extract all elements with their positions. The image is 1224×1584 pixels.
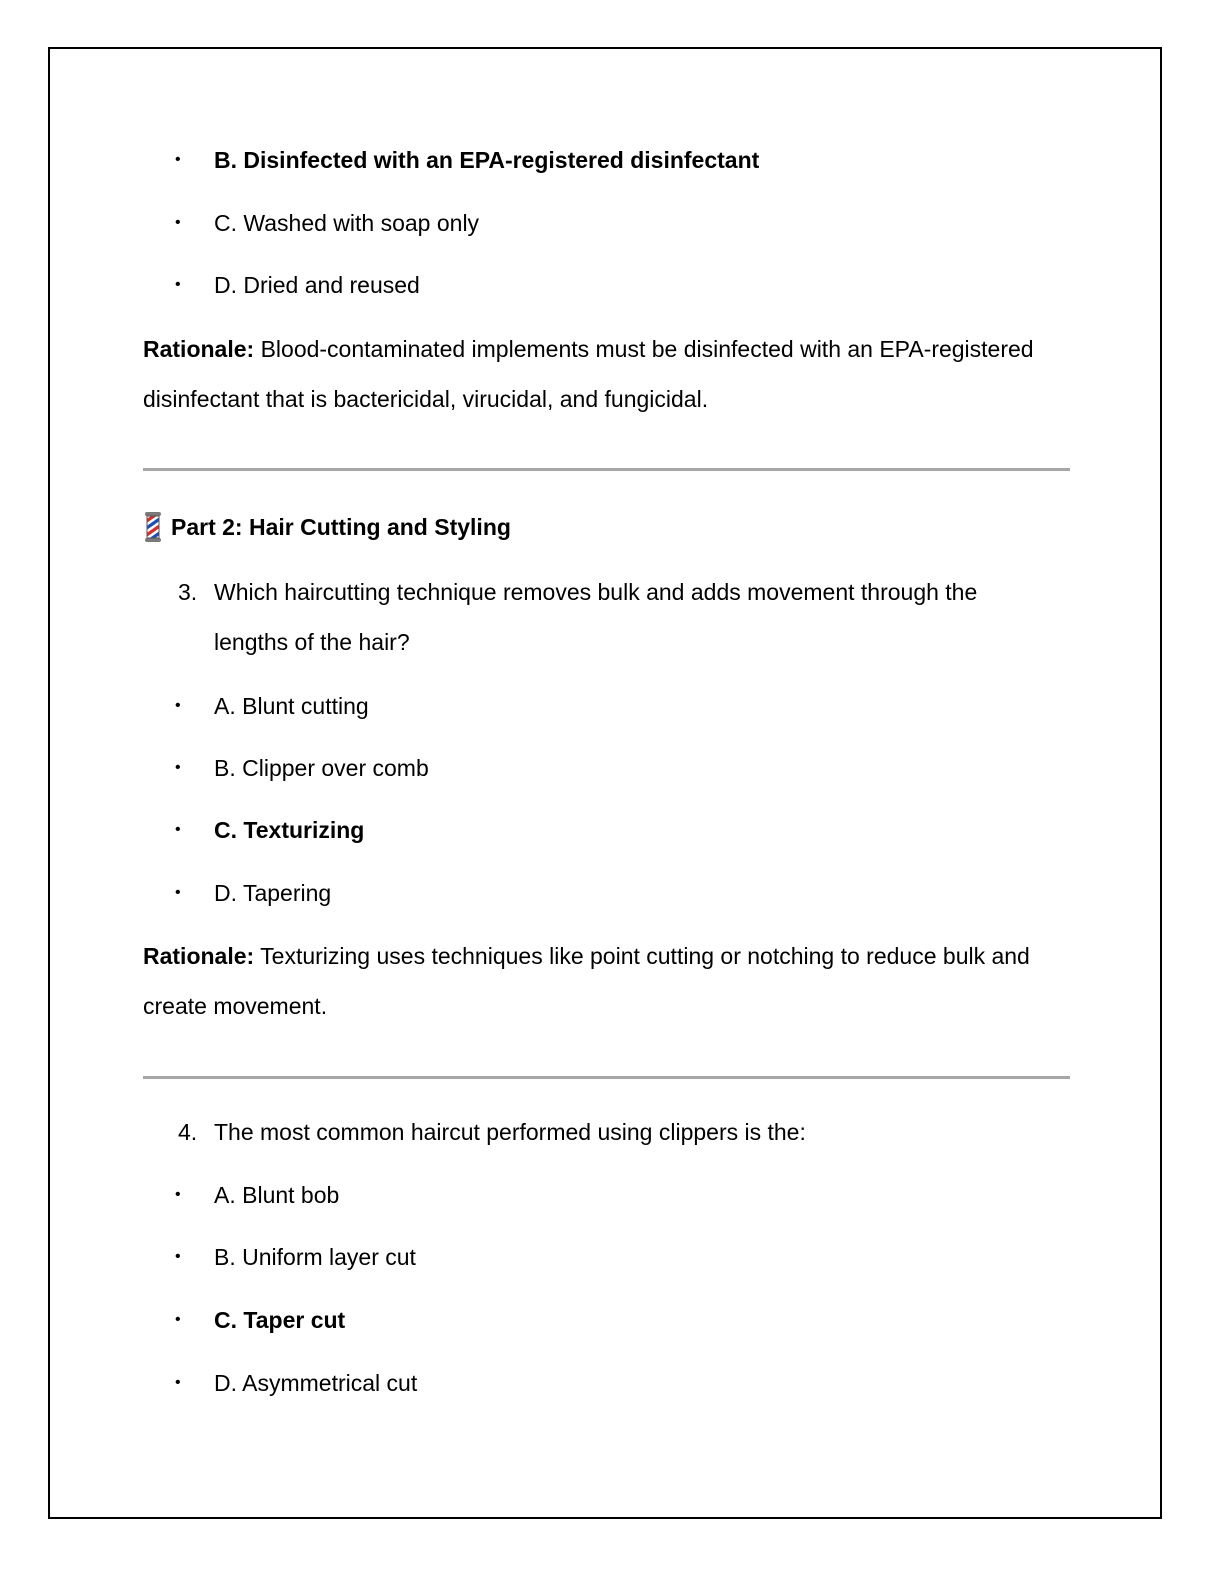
section-title: Part 2: Hair Cutting and Styling — [171, 514, 511, 540]
bullet-icon: • — [175, 1374, 181, 1391]
q3-rationale-label: Rationale: — [143, 943, 255, 969]
bullet-icon: • — [175, 276, 181, 293]
bullet-icon: • — [175, 1186, 181, 1203]
q2-rationale-text: Blood-contaminated implements must be disinfected with an EPA-registered disinfectant that is bactericidal, virucidal, and fungicidal. — [143, 336, 1034, 412]
bullet-icon: • — [175, 884, 181, 901]
section-heading — [143, 510, 511, 544]
question-4-number: 4. — [178, 1119, 198, 1145]
question-4 — [178, 1107, 1058, 1157]
question-4-text: The most common haircut performed using clippers is the: — [214, 1119, 806, 1145]
q2-option-c-text: C. Washed with soap only — [214, 210, 480, 236]
bullet-icon: • — [175, 1311, 181, 1328]
q4-option-d-text: D. Asymmetrical cut — [214, 1370, 418, 1396]
barber-pole-icon — [143, 511, 163, 543]
q3-rationale — [143, 931, 1063, 1031]
q3-option-a-text: A. Blunt cutting — [214, 693, 369, 719]
section-divider — [143, 1076, 1070, 1079]
q4-option-a-text: A. Blunt bob — [214, 1182, 340, 1208]
bullet-icon: • — [175, 214, 181, 231]
question-3 — [178, 567, 1058, 667]
bullet-icon: • — [175, 1248, 181, 1265]
q4-option-c-text: C. Taper cut — [214, 1307, 346, 1333]
q2-option-d-text: D. Dried and reused — [214, 272, 420, 298]
q4-option-b-text: B. Uniform layer cut — [214, 1244, 416, 1270]
question-3-number: 3. — [178, 579, 198, 605]
bullet-icon: • — [175, 697, 181, 714]
q3-rationale-text: Texturizing uses techniques like point cutting or notching to reduce bulk and create movement. — [143, 943, 1030, 1019]
section-divider — [143, 468, 1070, 471]
bullet-icon: • — [175, 759, 181, 776]
bullet-icon: • — [175, 821, 181, 838]
q3-option-c-text: C. Texturizing — [214, 817, 365, 843]
bullet-icon: • — [175, 151, 181, 168]
question-3-text: Which haircutting technique removes bulk and adds movement through the lengths of the hair? — [214, 579, 978, 655]
q2-option-b-text: B. Disinfected with an EPA-registered disinfectant — [214, 147, 760, 173]
q2-rationale-label: Rationale: — [143, 336, 255, 362]
q2-rationale — [143, 324, 1063, 424]
q3-option-d-text: D. Tapering — [214, 880, 332, 906]
q3-option-b-text: B. Clipper over comb — [214, 755, 429, 781]
